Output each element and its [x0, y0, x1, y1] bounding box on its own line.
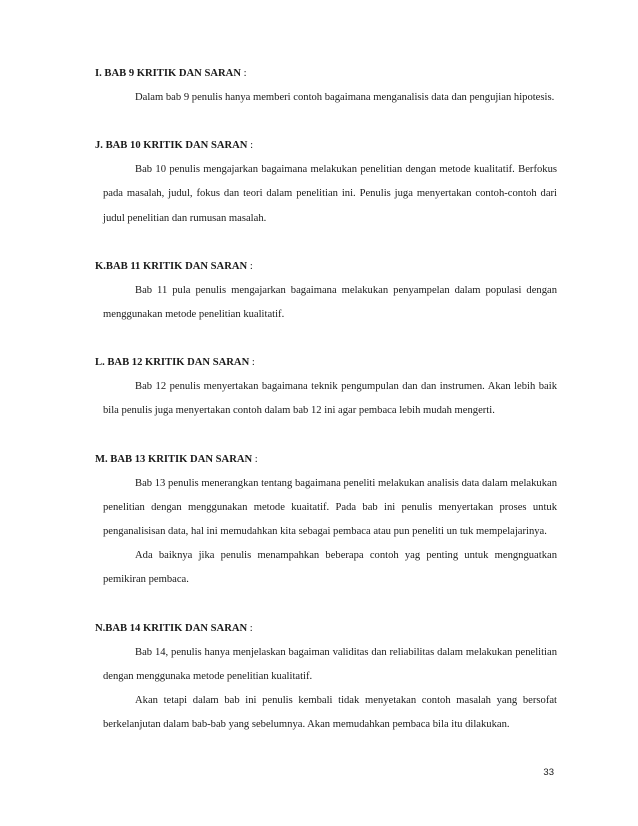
heading-text: J. BAB 10 KRITIK DAN SARAN: [95, 140, 248, 152]
spacer: [95, 231, 557, 255]
heading-text: I. BAB 9 KRITIK DAN SARAN: [95, 68, 241, 79]
spacer: [95, 424, 557, 448]
section-heading: [95, 62, 557, 86]
heading-colon: :: [247, 260, 253, 272]
section-bab-14: [95, 617, 557, 738]
section-bab-13: [95, 448, 557, 593]
paragraph: Ada baiknya jika penulis menampahkan beberapa contoh yag penting untuk mengnguatkan pemikiran pembaca.: [103, 550, 557, 586]
heading-text: K.BAB 11 KRITIK DAN SARAN: [95, 260, 248, 272]
section-bab-9: [95, 62, 557, 110]
section-bab-10: [95, 134, 557, 231]
heading-text: N.BAB 14 KRITIK DAN SARAN: [95, 622, 248, 634]
spacer: [95, 593, 557, 617]
paragraph: Bab 12 penulis menyertakan bagaimana teknik pengumpulan dan dan instrumen. Akan lebih baik bila penulis juga menyertakan contoh dalam bab 12 ini agar pembaca lebih mudah mengerti.: [103, 381, 557, 417]
heading-colon: :: [249, 357, 255, 369]
paragraph: Bab 13 penulis menerangkan tentang bagaimana peneliti melakukan analisis data dalam melakukan penelitian dengan menggunakan metode kuaitatif. Pada bab ini penulis menyertakan proses untuk penganalisisan data, hal ini memudahkan kita sebagai pembaca atau pun peneliti un tuk mempelajarinya.: [103, 477, 557, 538]
paragraph: Bab 11 pula penulis mengajarkan bagaimana melakukan penyampelan dalam populasi dengan menggunakan metode penelitian kualitatif.: [103, 284, 557, 321]
section-heading: [95, 617, 557, 641]
heading-text: L. BAB 12 KRITIK DAN SARAN: [95, 357, 250, 369]
section-heading: [95, 448, 557, 472]
paragraph: Akan tetapi dalam bab ini penulis kembali tidak menyetakan contoh masalah yang bersofat berkelanjutan dalam bab-bab yang sebelumnya. Akan memudahkan pembaca bila itu dilakukan.: [103, 695, 557, 731]
section-bab-11: [95, 255, 557, 327]
section-heading: [95, 255, 557, 279]
heading-colon: :: [247, 140, 254, 152]
spacer: [95, 110, 557, 134]
heading-colon: :: [252, 453, 258, 465]
section-heading: [95, 351, 557, 375]
paragraph: Dalam bab 9 penulis hanya memberi contoh bagaimana menganalisis data dan pengujian hipotesis.: [135, 92, 555, 103]
paragraph: Bab 10 penulis mengajarkan bagaimana melakukan penelitian dengan metode kualitatif. Berfokus pada masalah, judul, fokus dan teori dalam penelitian ini. Penulis juga menyertakan contoh-contoh dari judul penelitian dan rumusan masalah.: [103, 164, 557, 224]
page-number: 33: [543, 767, 554, 778]
document-page: [95, 62, 557, 737]
heading-text: M. BAB 13 KRITIK DAN SARAN: [95, 453, 253, 465]
paragraph: Bab 14, penulis hanya menjelaskan bagaiman validitas dan reliabilitas dalam melakukan penelitian dengan menggunaka metode penelitian kualitatif.: [103, 646, 557, 682]
heading-colon: :: [247, 622, 253, 634]
section-bab-12: [95, 351, 557, 423]
spacer: [95, 327, 557, 351]
heading-colon: :: [240, 68, 247, 79]
section-heading: [95, 134, 557, 158]
